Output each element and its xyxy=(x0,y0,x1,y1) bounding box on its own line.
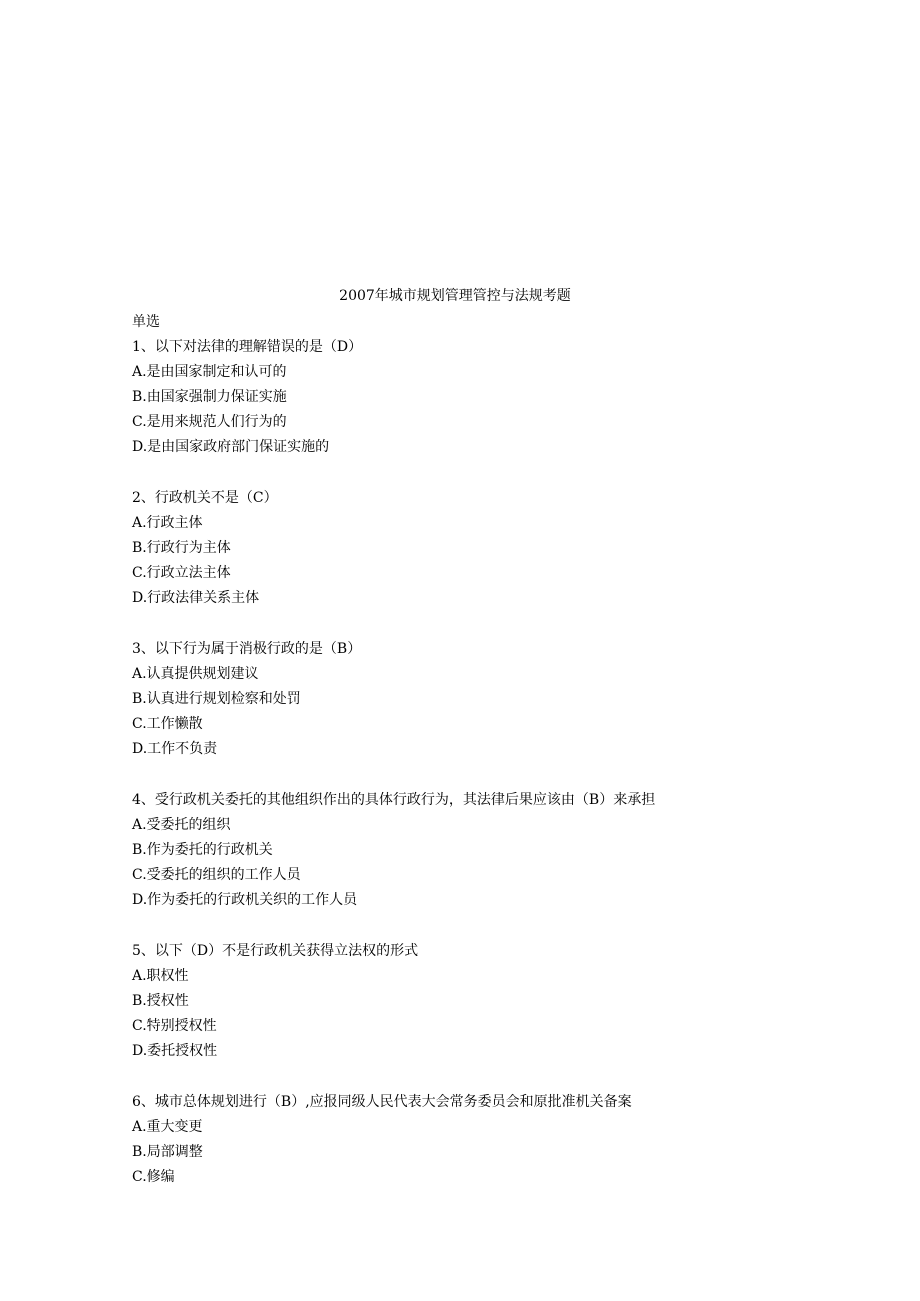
question-option: D.行政法律关系主体 xyxy=(132,590,260,606)
question-option: D.工作不负责 xyxy=(132,741,218,757)
question-stem: 5、以下（D）不是行政机关获得立法权的形式 xyxy=(132,943,419,959)
question-option: A.认真提供规划建议 xyxy=(132,666,259,682)
question-option: D.委托授权性 xyxy=(132,1043,218,1059)
question-option: B.局部调整 xyxy=(132,1144,203,1160)
question-option: A.是由国家制定和认可的 xyxy=(132,364,287,380)
question-option: B.作为委托的行政机关 xyxy=(132,842,273,858)
question-option: B.认真进行规划检察和处罚 xyxy=(132,691,301,707)
question-stem: 6、城市总体规划进行（B）,应报同级人民代表大会常务委员会和原批准机关备案 xyxy=(132,1094,632,1110)
question-option: B.行政行为主体 xyxy=(132,540,231,556)
question-option: D.作为委托的行政机关织的工作人员 xyxy=(132,892,358,908)
question-option: C.修编 xyxy=(132,1169,175,1185)
question-option: A.受委托的组织 xyxy=(132,817,231,833)
question-stem: 2、行政机关不是（C） xyxy=(132,490,278,506)
question-option: B.由国家强制力保证实施 xyxy=(132,389,287,405)
question-6 xyxy=(132,1090,832,1190)
question-4 xyxy=(132,788,832,913)
question-2 xyxy=(132,486,832,611)
question-3 xyxy=(132,637,832,762)
question-option: C.工作懒散 xyxy=(132,716,203,732)
question-option: B.授权性 xyxy=(132,993,189,1009)
question-option: A.重大变更 xyxy=(132,1119,203,1135)
question-option: C.是用来规范人们行为的 xyxy=(132,414,287,430)
section-label: 单选 xyxy=(132,314,160,330)
question-option: A.行政主体 xyxy=(132,515,203,531)
question-option: D.是由国家政府部门保证实施的 xyxy=(132,439,330,455)
question-option: C.受委托的组织的工作人员 xyxy=(132,867,301,883)
document-body xyxy=(132,311,832,1216)
question-option: A.职权性 xyxy=(132,968,189,984)
question-1 xyxy=(132,335,832,460)
question-stem: 1、以下对法律的理解错误的是（D） xyxy=(132,339,363,355)
question-stem: 3、以下行为属于消极行政的是（B） xyxy=(132,641,362,657)
question-option: C.特别授权性 xyxy=(132,1018,217,1034)
question-stem: 4、受行政机关委托的其他组织作出的具体行政行为，其法律后果应该由（B）来承担 xyxy=(132,792,656,808)
document-title: 2007年城市规划管理管控与法规考题 xyxy=(339,288,571,304)
question-5 xyxy=(132,939,832,1064)
question-option: C.行政立法主体 xyxy=(132,565,231,581)
